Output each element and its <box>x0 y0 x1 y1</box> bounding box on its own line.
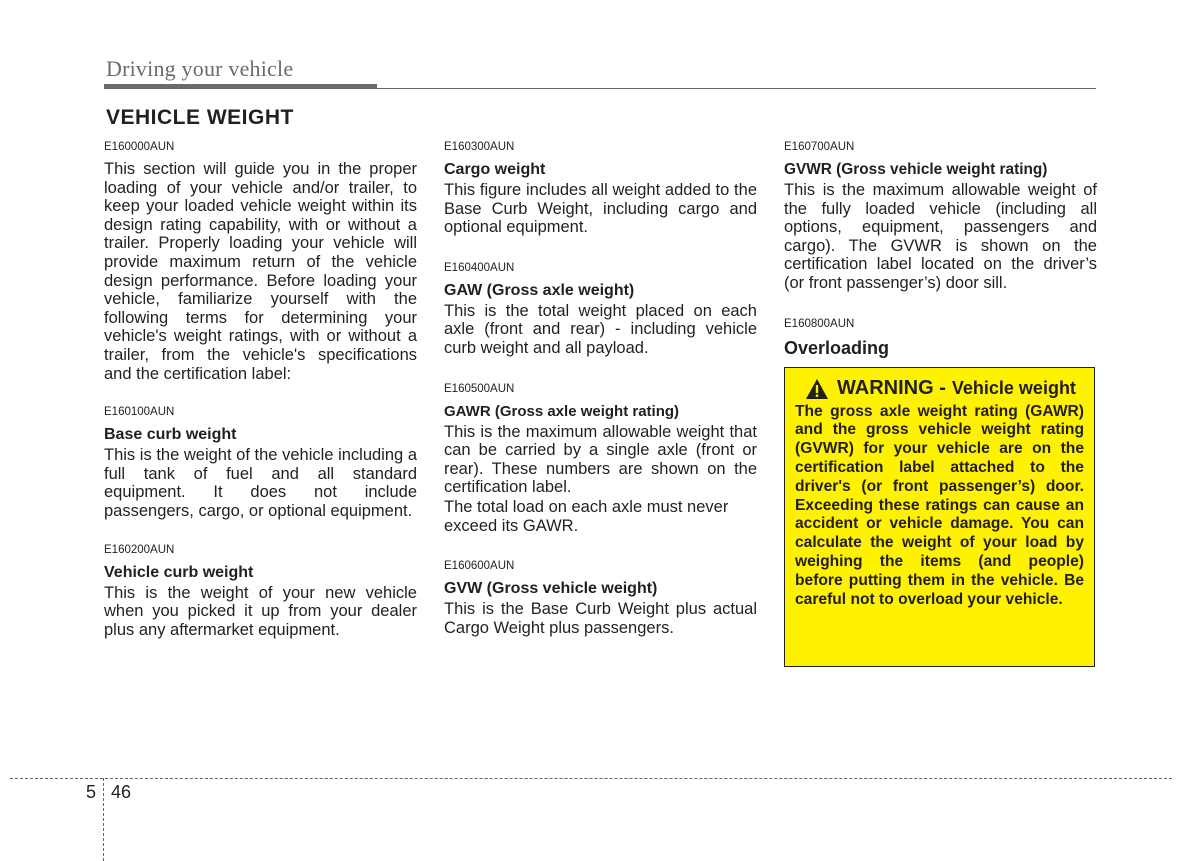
intro-section <box>104 140 417 383</box>
section-code: E160200AUN <box>104 543 175 556</box>
warning-triangle-icon <box>805 378 829 400</box>
section-heading: Base curb weight <box>104 426 237 444</box>
section-text: This is the Base Curb Weight plus actual Cargo Weight plus passengers. <box>444 600 757 637</box>
vehicle-curb-section <box>104 543 417 640</box>
section-heading: GVW (Gross vehicle weight) <box>444 580 658 598</box>
section-code: E160300AUN <box>444 141 515 153</box>
gvw-section <box>444 559 757 637</box>
footer-divider <box>103 778 104 861</box>
warning-text: The gross axle weight rating (GAWR) and the gross vehicle weight rating (GVWR) for your vehicle are on the certification label attached to the driver's (or front passenger’s) door. Exceeding these ratings can cause an accident or vehicle damage. You can calculate the weight of your load by weighing the items (and people) before putting them in the vehicle. Be careful not to overload your vehicle. <box>795 402 1084 608</box>
section-text: This figure includes all weight added to the Base Curb Weight, including cargo and optional equipment. <box>444 181 757 237</box>
section-code: E160000AUN <box>104 141 175 153</box>
running-header: Driving your vehicle <box>106 56 294 81</box>
footer-rule <box>10 778 1172 779</box>
section-code: E160700AUN <box>784 141 855 153</box>
section-heading: Cargo weight <box>444 161 546 178</box>
column-3 <box>784 139 1097 686</box>
section-code: E160100AUN <box>104 406 175 419</box>
page-title: VEHICLE WEIGHT <box>106 106 294 129</box>
cargo-section <box>444 140 757 237</box>
section-heading: Overloading <box>784 337 890 358</box>
chapter-number: 5 <box>86 782 97 802</box>
section-code: E160500AUN <box>444 382 515 395</box>
section-code: E160600AUN <box>444 560 515 573</box>
gvwr-section <box>784 140 1097 293</box>
section-text: This is the maximum allowable weight that can be carried by a single axle (front or rear). These numbers are shown on the certification label. <box>444 422 757 497</box>
section-code: E160800AUN <box>784 317 855 330</box>
warning-box <box>784 367 1095 667</box>
gawr-section <box>444 382 757 536</box>
base-curb-section <box>104 405 417 520</box>
intro-text: This section will guide you in the proper loading of your vehicle and/or trailer, to keep your loaded vehicle weight within its design rating capability, with or without a trailer. Properly loading your vehicle will provide maximum return of the vehicle design performance. Before loading your vehicle, familiarize yourself with the following terms for determining your vehicle's weight ratings, with or without a trailer, from the vehicle's specifications and the certification label: <box>104 160 417 383</box>
section-heading: GVWR (Gross vehicle weight rating) <box>784 161 1048 178</box>
page-number: 46 <box>111 782 132 802</box>
header-rule-thin <box>377 88 1096 89</box>
overloading-section <box>784 317 1097 667</box>
section-text: This is the weight of the vehicle including a full tank of fuel and all standard equipment. It does not include passengers, cargo, or optional equipment. <box>104 446 417 520</box>
warning-header <box>805 376 1084 402</box>
column-1 <box>104 139 417 658</box>
gaw-section <box>444 261 757 358</box>
section-text-2: The total load on each axle must never exceed its GAWR. <box>444 497 729 535</box>
section-text: This is the total weight placed on each axle (front and rear) - including vehicle curb weight and all payload. <box>444 301 757 357</box>
section-text: This is the weight of your new vehicle when you picked it up from your dealer plus any aftermarket equipment. <box>104 583 417 639</box>
header-rule-thick <box>104 84 377 89</box>
section-heading: GAWR (Gross axle weight rating) <box>444 402 680 420</box>
section-heading: GAW (Gross axle weight) <box>444 281 635 299</box>
section-code: E160400AUN <box>444 261 515 274</box>
section-text: This is the maximum allowable weight of the fully loaded vehicle (including all options, equipment, passengers and cargo). The GVWR is shown on the certification label located on the driver’s (or front passenger’s) door sill. <box>784 181 1097 292</box>
warning-subject: Vehicle weight <box>951 378 1076 399</box>
section-heading: Vehicle curb weight <box>104 563 254 581</box>
column-2 <box>444 139 757 656</box>
warning-label: WARNING - <box>837 377 946 400</box>
